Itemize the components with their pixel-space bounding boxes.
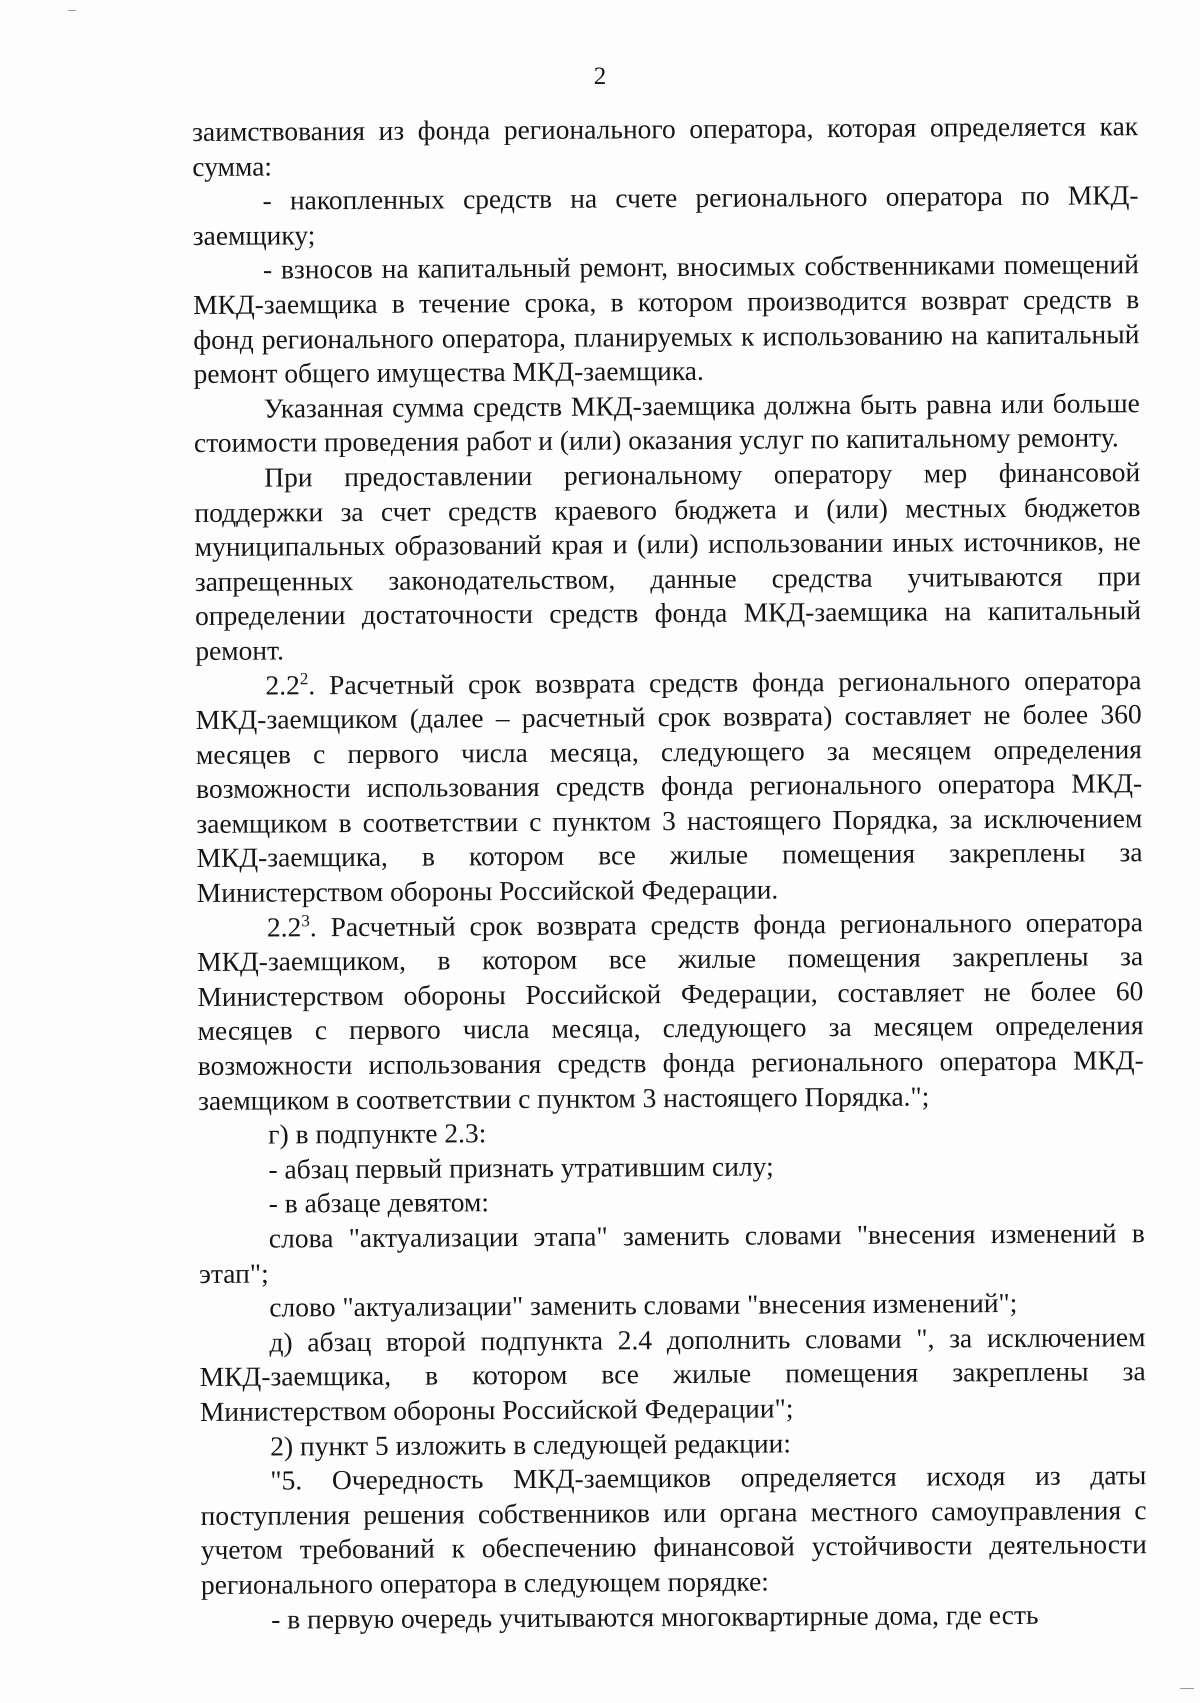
clause-2-2-3 [197,905,1144,1118]
scan-artifact [1180,1688,1194,1689]
paragraph: - взносов на капитальный ремонт, вносимых собственниками помещений МКД-заемщика в течение срока, в котором производится возврат средств в фонд регионального оператора, планируемых к использованию на капитальный ремонт общего имущества МКД-заемщика. [193,248,1140,390]
amendment-item: г) в подпункте 2.3: [268,1117,487,1150]
paragraph: - накопленных средств на счете регионального оператора по МКД-заемщику; [192,179,1139,251]
amendment-item: д) абзац второй подпункта 2.4 дополнить словами ", за исключением МКД-заемщика, в котором все жилые помещения закреплены за Министерством обороны Российской Федерации"; [199,1320,1146,1427]
paragraph: заимствования из фонда регионального оператора, которая определяется как сумма: [192,110,1139,182]
amendment-item: - абзац первый признать утратившим силу; [268,1150,774,1185]
clause-2-2-2 [195,663,1142,911]
paragraph: При предоставлении региональному оператору мер финансовой поддержки за счет средств краевого бюджета и (или) местных бюджетов муниципальных образований края и (или) использовании иных источников, не запрещенных законодательством, данные средства учитываются при определении достаточности средств фонда МКД-заемщика на капитальный ремонт. [194,456,1142,666]
paragraph: Указанная сумма средств МКД-заемщика должна быть равна или больше стоимости проведения работ и (или) оказания услуг по капитальному ремонту. [193,386,1140,459]
scan-artifact [68,10,76,11]
amendment-item: слово "актуализации" заменить словами "внесения изменений"; [269,1287,1018,1323]
amendment-item: слова "актуализации этапа" заменить словами "внесения изменений в этап"; [198,1217,1145,1289]
document-body [192,109,1147,1637]
clause-text: . Расчетный срок возврата средств фонда регионального оператора МКД-заемщиком, в котором все жилые помещения закреплены за Министерством обороны Российской Федерации, составляет не более 60 месяцев с первого числа месяца, следующего за месяцем определения возможности использования средств фонда регионального оператора МКД-заемщиком в соответствии с пунктом 3 настоящего Порядка."; [197,905,1144,1116]
clause-number: 2.2 [265,668,300,701]
clause-superscript: 2 [299,668,309,688]
amendment-item: - в абзаце девятом: [268,1186,490,1219]
clause-superscript: 3 [301,910,310,930]
page-number: 2 [593,63,607,90]
amendment-item: "5. Очередность МКД-заемщиков определяется исходя из даты поступления решения собственников или органа местного самоуправления с учетом требований к обеспечению финансовой устойчивости деятельности регионального оператора в следующем порядке: [200,1459,1147,1600]
clause-text: . Расчетный срок возврата средств фонда регионального оператора МКД-заемщиком (далее – расчетный срок возврата) составляет не более 360 месяцев с первого числа месяца, следующего за месяцем определения возможности использования средств фонда регионального оператора МКД-заемщиком в соответствии с пунктом 3 настоящего Порядка, за исключением МКД-заемщика, в котором все жилые помещения закреплены за Министерством обороны Российской Федерации. [195,663,1143,909]
amendment-item: - в первую очередь учитываются многоквартирные дома, где есть [271,1598,1039,1635]
clause-number: 2.2 [266,911,302,943]
amendment-item: 2) пункт 5 изложить в следующей редакции: [270,1426,792,1462]
